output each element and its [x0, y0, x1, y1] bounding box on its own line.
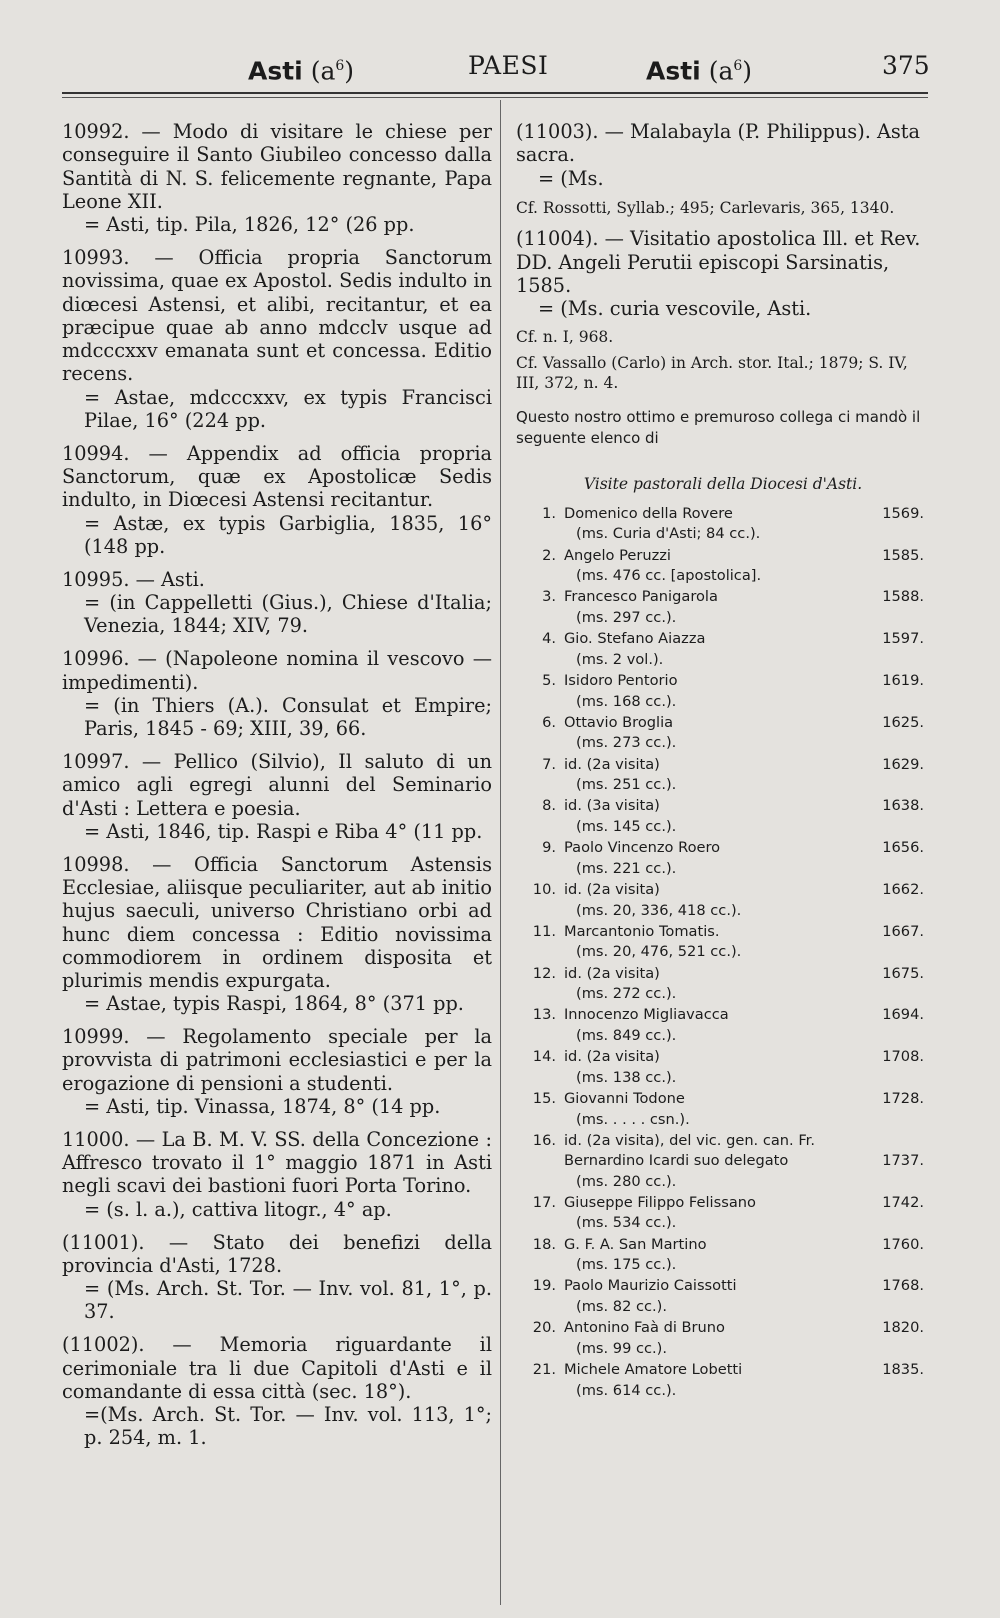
- visita-number: 19.: [532, 1277, 556, 1295]
- entry-imprint: =(Ms. Arch. St. Tor. — Inv. vol. 113, 1°; p. 254, m. 1.: [84, 1403, 492, 1450]
- entry-10995: [62, 568, 492, 638]
- visita-year: 1760.: [882, 1235, 924, 1253]
- entry-text: 10992. — Modo di visitare le chiese per conseguire il Santo Giubileo concesso dalla Santità di N. S. felicemente regnante, Papa Leone XII.: [62, 120, 492, 213]
- entry-imprint: = Astæ, ex typis Garbiglia, 1835, 16° (148 pp.: [84, 511, 492, 559]
- visite-list: [516, 504, 930, 1402]
- visita-name: Innocenzo Migliavacca: [564, 1006, 729, 1024]
- visita-name: Paolo Maurizio Caissotti: [564, 1277, 737, 1295]
- list-item: [516, 546, 930, 588]
- entry-text: 10998. — Officia Sanctorum Astensis Ecclesiae, aliisque peculiariter, aut ab initio hujus saeculi, universo Christiano orbi ad hunc diem concessa : Editio novissima commodiorem in ordinem disposita et plurimis mendis expurgata.: [62, 852, 492, 993]
- visita-number: 13.: [532, 1006, 556, 1024]
- visita-year: 1662.: [882, 881, 924, 899]
- list-item: [516, 880, 930, 922]
- entry-imprint: = (in Cappelletti (Gius.), Chiese d'Italia; Venezia, 1844; XIV, 79.: [84, 591, 492, 638]
- visita-number: 18.: [532, 1235, 556, 1253]
- visita-name: Paolo Vincenzo Roero: [564, 839, 721, 857]
- list-item: [516, 964, 930, 1006]
- list-item: [516, 796, 930, 838]
- visita-name: Giovanni Todone: [564, 1090, 685, 1108]
- list-item: [516, 1047, 930, 1089]
- visita-manuscript: (ms. 168 cc.).: [576, 692, 677, 710]
- entry-10999: [62, 1025, 492, 1118]
- visita-name: Angelo Peruzzi: [564, 546, 671, 564]
- entry-imprint: = Astae, mdcccxxv, ex typis Francisci Pilae, 16° (224 pp.: [84, 385, 492, 433]
- visita-year: 1728.: [882, 1090, 924, 1108]
- header-rule-thin: [62, 97, 928, 98]
- list-item: [516, 922, 930, 964]
- header-section: PAESI: [468, 51, 549, 80]
- visita-year: 1742.: [882, 1193, 924, 1211]
- list-item: [516, 1005, 930, 1047]
- visita-year: 1737.: [882, 1151, 924, 1169]
- visita-manuscript: (ms. 476 cc. [apostolica].: [576, 567, 762, 585]
- list-item: [516, 1360, 930, 1402]
- visita-year: 1569.: [882, 504, 924, 522]
- entry-text: (11004). — Visitatio apostolica Ill. et Rev. DD. Angeli Perutii episcopi Sarsinatis, 1585.: [516, 227, 921, 297]
- entry-text: 10996. — (Napoleone nomina il vescovo — impedimenti).: [62, 647, 492, 694]
- visita-number: 5.: [542, 672, 556, 690]
- entry-reference: Cf. n. I, 968.: [516, 327, 614, 346]
- entry-11003: [516, 120, 930, 218]
- entry-10993: [62, 246, 492, 432]
- header-rule: [62, 92, 928, 94]
- entry-imprint: = (in Thiers (A.). Consulat et Empire; Paris, 1845 - 69; XIII, 39, 66.: [84, 693, 492, 741]
- list-item: [516, 504, 930, 546]
- visita-year: 1638.: [882, 797, 924, 815]
- visita-number: 14.: [532, 1048, 556, 1066]
- entry-text: 10994. — Appendix ad officia propria Sanctorum, quæ ex Apostolicæ Sedis indulto, in Diœcesi Astensi recitantur.: [62, 441, 492, 512]
- visita-name: G. F. A. San Martino: [564, 1235, 707, 1253]
- visita-number: 3.: [542, 588, 556, 606]
- visita-name: Francesco Panigarola: [564, 588, 718, 606]
- list-item: [516, 1276, 930, 1318]
- list-item: [516, 1131, 930, 1193]
- visita-manuscript: (ms. 145 cc.).: [576, 817, 677, 835]
- visita-manuscript: (ms. 2 vol.).: [576, 650, 664, 668]
- visita-year: 1597.: [882, 630, 924, 648]
- entry-10998: [62, 853, 492, 1016]
- header-right: Asti $(a^6)$: [646, 56, 753, 86]
- visita-manuscript: (ms. . . . . csn.).: [576, 1110, 690, 1128]
- visita-number: 21.: [532, 1361, 556, 1379]
- list-item: [516, 587, 930, 629]
- entry-reference: Cf. Rossotti, Syllab.; 495; Carlevaris, 365, 1340.: [516, 198, 895, 217]
- visita-name: id. (2a visita): [564, 755, 660, 773]
- visita-name: Domenico della Rovere: [564, 504, 733, 522]
- visita-year: 1708.: [882, 1048, 924, 1066]
- visita-manuscript: (ms. 20, 476, 521 cc.).: [576, 943, 742, 961]
- visita-number: 11.: [532, 922, 556, 940]
- list-item: [516, 1089, 930, 1131]
- entry-text: (11003). — Malabayla (P. Philippus). Asta sacra.: [516, 120, 921, 167]
- visita-number: 1.: [542, 504, 556, 522]
- visita-manuscript: (ms. 272 cc.).: [576, 985, 677, 1003]
- intro-paragraph: Questo nostro ottimo e premuroso collega ci mandò il seguente elenco di: [516, 407, 921, 447]
- visita-manuscript: (ms. Curia d'Asti; 84 cc.).: [576, 525, 761, 543]
- visita-name: Michele Amatore Lobetti: [564, 1361, 743, 1379]
- list-item: [516, 838, 930, 880]
- visita-number: 7.: [542, 755, 556, 773]
- visita-manuscript: (ms. 175 cc.).: [576, 1256, 677, 1274]
- visita-name: id. (2a visita): [564, 881, 660, 899]
- list-item: [516, 1318, 930, 1360]
- entry-11004: [516, 227, 930, 392]
- visita-year: 1694.: [882, 1006, 924, 1024]
- visita-name: Marcantonio Tomatis.: [564, 922, 720, 940]
- visita-number: 20.: [532, 1319, 556, 1337]
- visita-number: 10.: [532, 881, 556, 899]
- list-item: [516, 1193, 930, 1235]
- entry-imprint: = Astae, typis Raspi, 1864, 8° (371 pp.: [84, 992, 464, 1016]
- visita-number: 15.: [532, 1090, 556, 1108]
- visita-manuscript: (ms. 138 cc.).: [576, 1068, 677, 1086]
- visita-name: id. (2a visita), del vic. gen. can. Fr. Bernardino Icardi suo delegato: [564, 1131, 815, 1170]
- entry-text: (11001). — Stato dei benefizi della provincia d'Asti, 1728.: [62, 1230, 492, 1277]
- visita-manuscript: (ms. 273 cc.).: [576, 734, 677, 752]
- left-column: [62, 120, 492, 1459]
- visita-name: Ottavio Broglia: [564, 713, 674, 731]
- visita-manuscript: (ms. 82 cc.).: [576, 1297, 668, 1315]
- entry-11002: [62, 1333, 492, 1449]
- visita-manuscript: (ms. 99 cc.).: [576, 1339, 668, 1357]
- visita-manuscript: (ms. 849 cc.).: [576, 1026, 677, 1044]
- visita-name: Giuseppe Filippo Felissano: [564, 1193, 756, 1211]
- visita-year: 1656.: [882, 839, 924, 857]
- entry-imprint: = Asti, tip. Vinassa, 1874, 8° (14 pp.: [84, 1095, 441, 1119]
- entry-text: 10995. — Asti.: [62, 567, 205, 591]
- entry-imprint: = (Ms. Arch. St. Tor. — Inv. vol. 81, 1°, p. 37.: [84, 1277, 492, 1324]
- column-divider: [500, 100, 501, 1605]
- list-item: [516, 629, 930, 671]
- visita-number: 16.: [532, 1131, 556, 1149]
- list-item: [516, 671, 930, 713]
- entry-10992: [62, 120, 492, 236]
- visita-name: id. (2a visita): [564, 1048, 660, 1066]
- visita-manuscript: (ms. 251 cc.).: [576, 776, 677, 794]
- visita-manuscript: (ms. 297 cc.).: [576, 608, 677, 626]
- list-item: [516, 713, 930, 755]
- visita-year: 1820.: [882, 1319, 924, 1337]
- visita-year: 1768.: [882, 1277, 924, 1295]
- entry-11000: [62, 1128, 492, 1221]
- entry-reference: Cf. Vassallo (Carlo) in Arch. stor. Ital.; 1879; S. IV, III, 372, n. 4.: [516, 353, 908, 392]
- visita-name: id. (2a visita): [564, 964, 660, 982]
- visita-name: Isidoro Pentorio: [564, 672, 678, 690]
- entry-imprint: = Asti, 1846, tip. Raspi e Riba 4° (11 pp.: [84, 819, 483, 843]
- entry-imprint: = (s. l. a.), cattiva litogr., 4° ap.: [84, 1197, 392, 1221]
- visita-manuscript: (ms. 20, 336, 418 cc.).: [576, 901, 742, 919]
- visita-manuscript: (ms. 534 cc.).: [576, 1214, 677, 1232]
- visita-number: 9.: [542, 839, 556, 857]
- list-item: [516, 1235, 930, 1277]
- entry-text: 10997. — Pellico (Silvio), Il saluto di un amico agli egregi alunni del Seminario d'Asti : Lettera e poesia.: [62, 749, 492, 820]
- running-header: [0, 48, 1000, 94]
- entry-10997: [62, 750, 492, 843]
- entry-imprint: = (Ms.: [538, 166, 604, 190]
- header-left: Asti $(a^6)$: [248, 56, 355, 86]
- entry-11001: [62, 1231, 492, 1324]
- visita-year: 1625.: [882, 713, 924, 731]
- visita-year: 1667.: [882, 922, 924, 940]
- visita-number: 4.: [542, 630, 556, 648]
- entry-10994: [62, 442, 492, 558]
- visita-year: 1619.: [882, 672, 924, 690]
- entry-imprint: = (Ms. curia vescovile, Asti.: [538, 297, 812, 321]
- visita-number: 2.: [542, 546, 556, 564]
- right-column: [516, 120, 930, 1402]
- list-item: [516, 755, 930, 797]
- visita-number: 17.: [532, 1193, 556, 1211]
- visita-year: 1585.: [882, 546, 924, 564]
- visita-year: 1835.: [882, 1361, 924, 1379]
- entry-text: (11002). — Memoria riguardante il cerimoniale tra li due Capitoli d'Asti e il comandante di essa città (sec. 18°).: [62, 1333, 492, 1403]
- visita-manuscript: (ms. 614 cc.).: [576, 1381, 677, 1399]
- entry-text: 10999. — Regolamento speciale per la provvista di patrimoni ecclesiastici e per la erogazione di pensioni a studenti.: [62, 1025, 492, 1095]
- entry-10996: [62, 647, 492, 740]
- visita-number: 6.: [542, 713, 556, 731]
- visita-number: 12.: [532, 964, 556, 982]
- visita-number: 8.: [542, 797, 556, 815]
- page-number: 375: [882, 51, 930, 80]
- visita-manuscript: (ms. 221 cc.).: [576, 859, 677, 877]
- visita-year: 1588.: [882, 588, 924, 606]
- list-title: Visite pastorali della Diocesi d'Asti.: [583, 474, 863, 493]
- visita-year: 1675.: [882, 964, 924, 982]
- visita-name: Gio. Stefano Aiazza: [564, 630, 706, 648]
- visita-manuscript: (ms. 280 cc.).: [576, 1172, 677, 1190]
- entry-imprint: = Asti, tip. Pila, 1826, 12° (26 pp.: [84, 213, 415, 237]
- visita-name: id. (3a visita): [564, 797, 660, 815]
- entry-text: 10993. — Officia propria Sanctorum novissima, quae ex Apostol. Sedis indulto in diœcesi Astensi, et alibi, recitantur, et ea præcipue quae ab anno mdcclv usque ad mdcccxxv emanata sunt et concessa. Editio recens.: [62, 245, 492, 386]
- visita-name: Antonino Faà di Bruno: [564, 1319, 725, 1337]
- entry-text: 11000. — La B. M. V. SS. della Concezione : Affresco trovato il 1° maggio 1871 in Asti negli scavi dei bastioni fuori Porta Torino.: [62, 1127, 492, 1198]
- visita-year: 1629.: [882, 755, 924, 773]
